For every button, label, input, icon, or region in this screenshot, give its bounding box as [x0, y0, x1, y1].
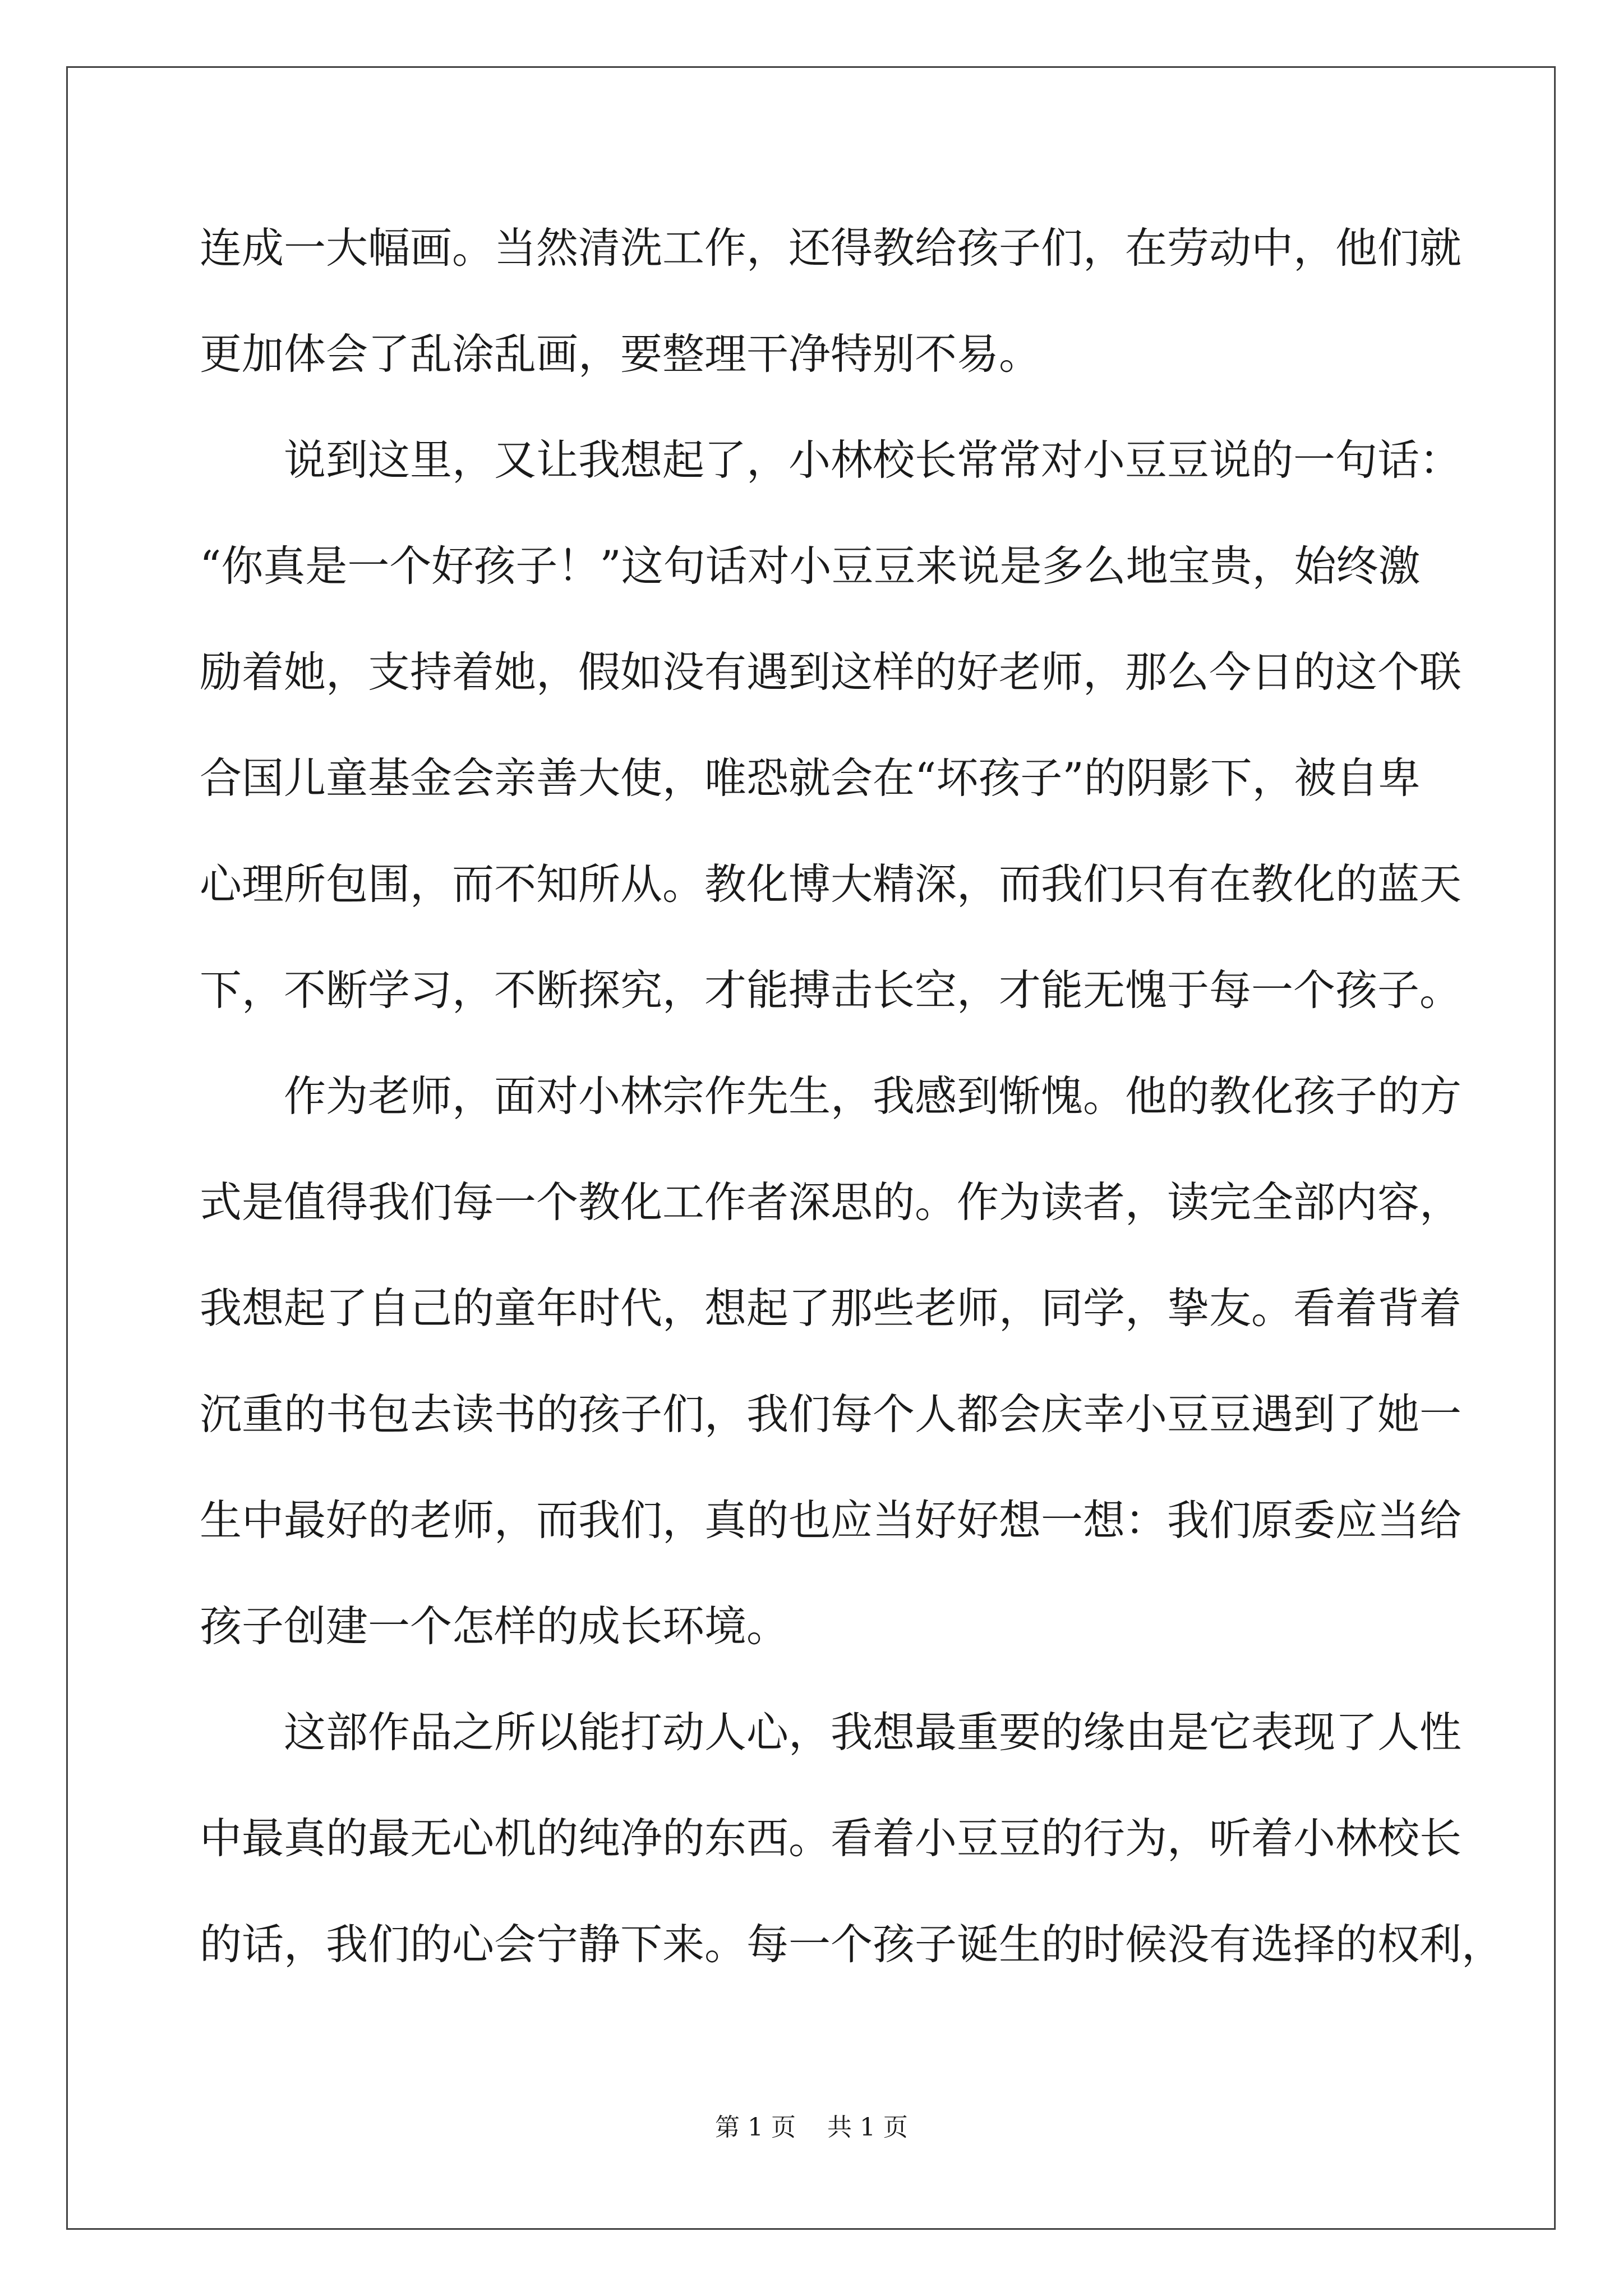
- text-line: 生中最好的老师，而我们，真的也应当好好想一想：我们原委应当给: [200, 1496, 1462, 1545]
- document-body: [200, 220, 1504, 2022]
- text-line: 孩子创建一个怎样的成长环境。: [200, 1602, 789, 1651]
- text-line: 沉重的书包去读书的孩子们，我们每个人都会庆幸小豆豆遇到了她一: [200, 1389, 1462, 1439]
- text-line: 式是值得我们每一个教化工作者深思的。作为读者，读完全部内容，: [200, 1177, 1462, 1227]
- text-line: 励着她，支持着她，假如没有遇到这样的好老师，那么今日的这个联: [200, 647, 1462, 697]
- text-line: 我想起了自己的童年时代，想起了那些老师，同学，挚友。看着背着: [200, 1283, 1462, 1333]
- text-line: 合国儿童基金会亲善大使，唯恐就会在“坏孩子”的阴影下，被自卑: [200, 753, 1421, 803]
- text-line: 下，不断学习，不断探究，才能搏击长空，才能无愧于每一个孩子。: [200, 965, 1462, 1015]
- text-line: 更加体会了乱涂乱画，要整理干净特别不易。: [200, 329, 1041, 379]
- text-line: 的话，我们的心会宁静下来。每一个孩子诞生的时候没有选择的权利，: [200, 1920, 1504, 1969]
- page-footer: 第 1 页 共 1 页: [715, 2113, 908, 2142]
- text-line: “你真是一个好孩子！”这句话对小豆豆来说是多么地宝贵，始终激: [200, 541, 1421, 591]
- text-line: 说到这里，又让我想起了，小林校长常常对小豆豆说的一句话：: [284, 435, 1462, 485]
- text-line: 中最真的最无心机的纯净的东西。看着小豆豆的行为，听着小林校长: [200, 1814, 1462, 1863]
- text-line: 心理所包围，而不知所从。教化博大精深，而我们只有在教化的蓝天: [200, 859, 1462, 909]
- text-line: 连成一大幅画。当然清洗工作，还得教给孩子们，在劳动中，他们就: [200, 223, 1462, 273]
- text-line: 这部作品之所以能打动人心，我想最重要的缘由是它表现了人性: [284, 1708, 1462, 1757]
- text-line: 作为老师，面对小林宗作先生，我感到惭愧。他的教化孩子的方: [284, 1071, 1462, 1121]
